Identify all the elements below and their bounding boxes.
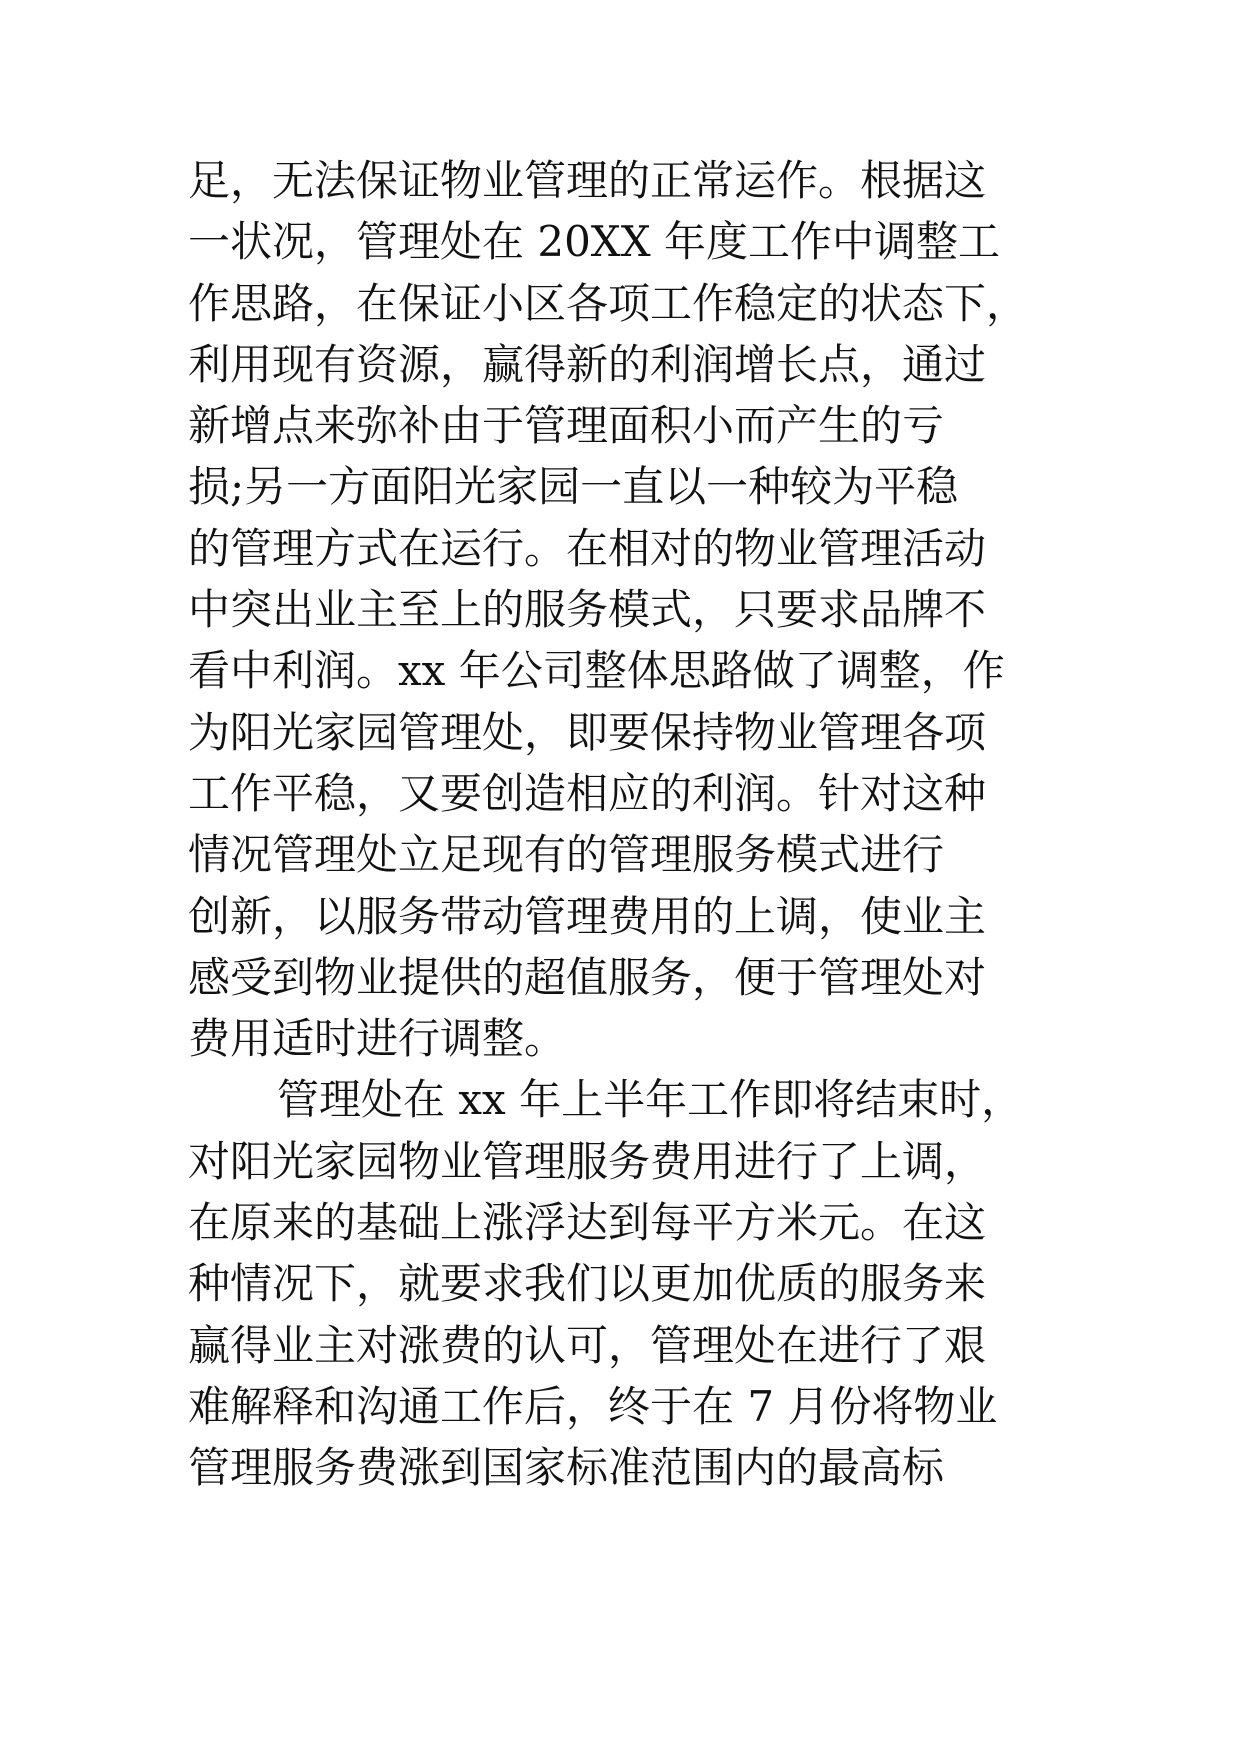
text-line: 中突出业主至上的服务模式，只要求品牌不 bbox=[188, 585, 987, 635]
text-line: 在原来的基础上涨浮达到每平方米元。在这 bbox=[188, 1198, 987, 1248]
text-line: 赢得业主对涨费的认可，管理处在进行了艰 bbox=[188, 1320, 987, 1370]
text-line: 工作平稳，又要创造相应的利润。针对这种 bbox=[188, 768, 987, 818]
paragraph-1 bbox=[188, 150, 1108, 1069]
text-line: 为阳光家园管理处，即要保持物业管理各项 bbox=[188, 707, 987, 757]
text-line: 一状况，管理处在 20XX 年度工作中调整工 bbox=[188, 217, 1000, 267]
text-line: 对阳光家园物业管理服务费用进行了上调， bbox=[188, 1136, 987, 1186]
text-line: 管理处在 xx 年上半年工作即将结束时， bbox=[277, 1075, 1024, 1125]
document-body bbox=[188, 150, 1108, 1499]
paragraph-2 bbox=[188, 1069, 1108, 1498]
text-line: 看中利润。xx 年公司整体思路做了调整，作 bbox=[188, 646, 1005, 696]
text-line: 创新，以服务带动管理费用的上调，使业主 bbox=[188, 891, 987, 941]
text-line: 新增点来弥补由于管理面积小而产生的亏 bbox=[188, 401, 945, 451]
text-line: 难解释和沟通工作后，终于在 7 月份将物业 bbox=[188, 1381, 998, 1431]
text-line: 作思路，在保证小区各项工作稳定的状态下， bbox=[188, 278, 1029, 328]
text-line: 利用现有资源，赢得新的利润增长点，通过 bbox=[188, 339, 987, 389]
text-line: 损;另一方面阳光家园一直以一种较为平稳 bbox=[188, 462, 959, 512]
text-line: 的管理方式在运行。在相对的物业管理活动 bbox=[188, 523, 987, 573]
text-line: 足，无法保证物业管理的正常运作。根据这 bbox=[188, 156, 987, 205]
text-line: 情况管理处立足现有的管理服务模式进行 bbox=[188, 830, 945, 880]
text-line: 种情况下，就要求我们以更加优质的服务来 bbox=[188, 1259, 987, 1309]
text-line: 费用适时进行调整。 bbox=[188, 1014, 567, 1064]
text-line: 感受到物业提供的超值服务，便于管理处对 bbox=[188, 952, 987, 1002]
text-line: 管理服务费涨到国家标准范围内的最高标 bbox=[188, 1443, 945, 1493]
